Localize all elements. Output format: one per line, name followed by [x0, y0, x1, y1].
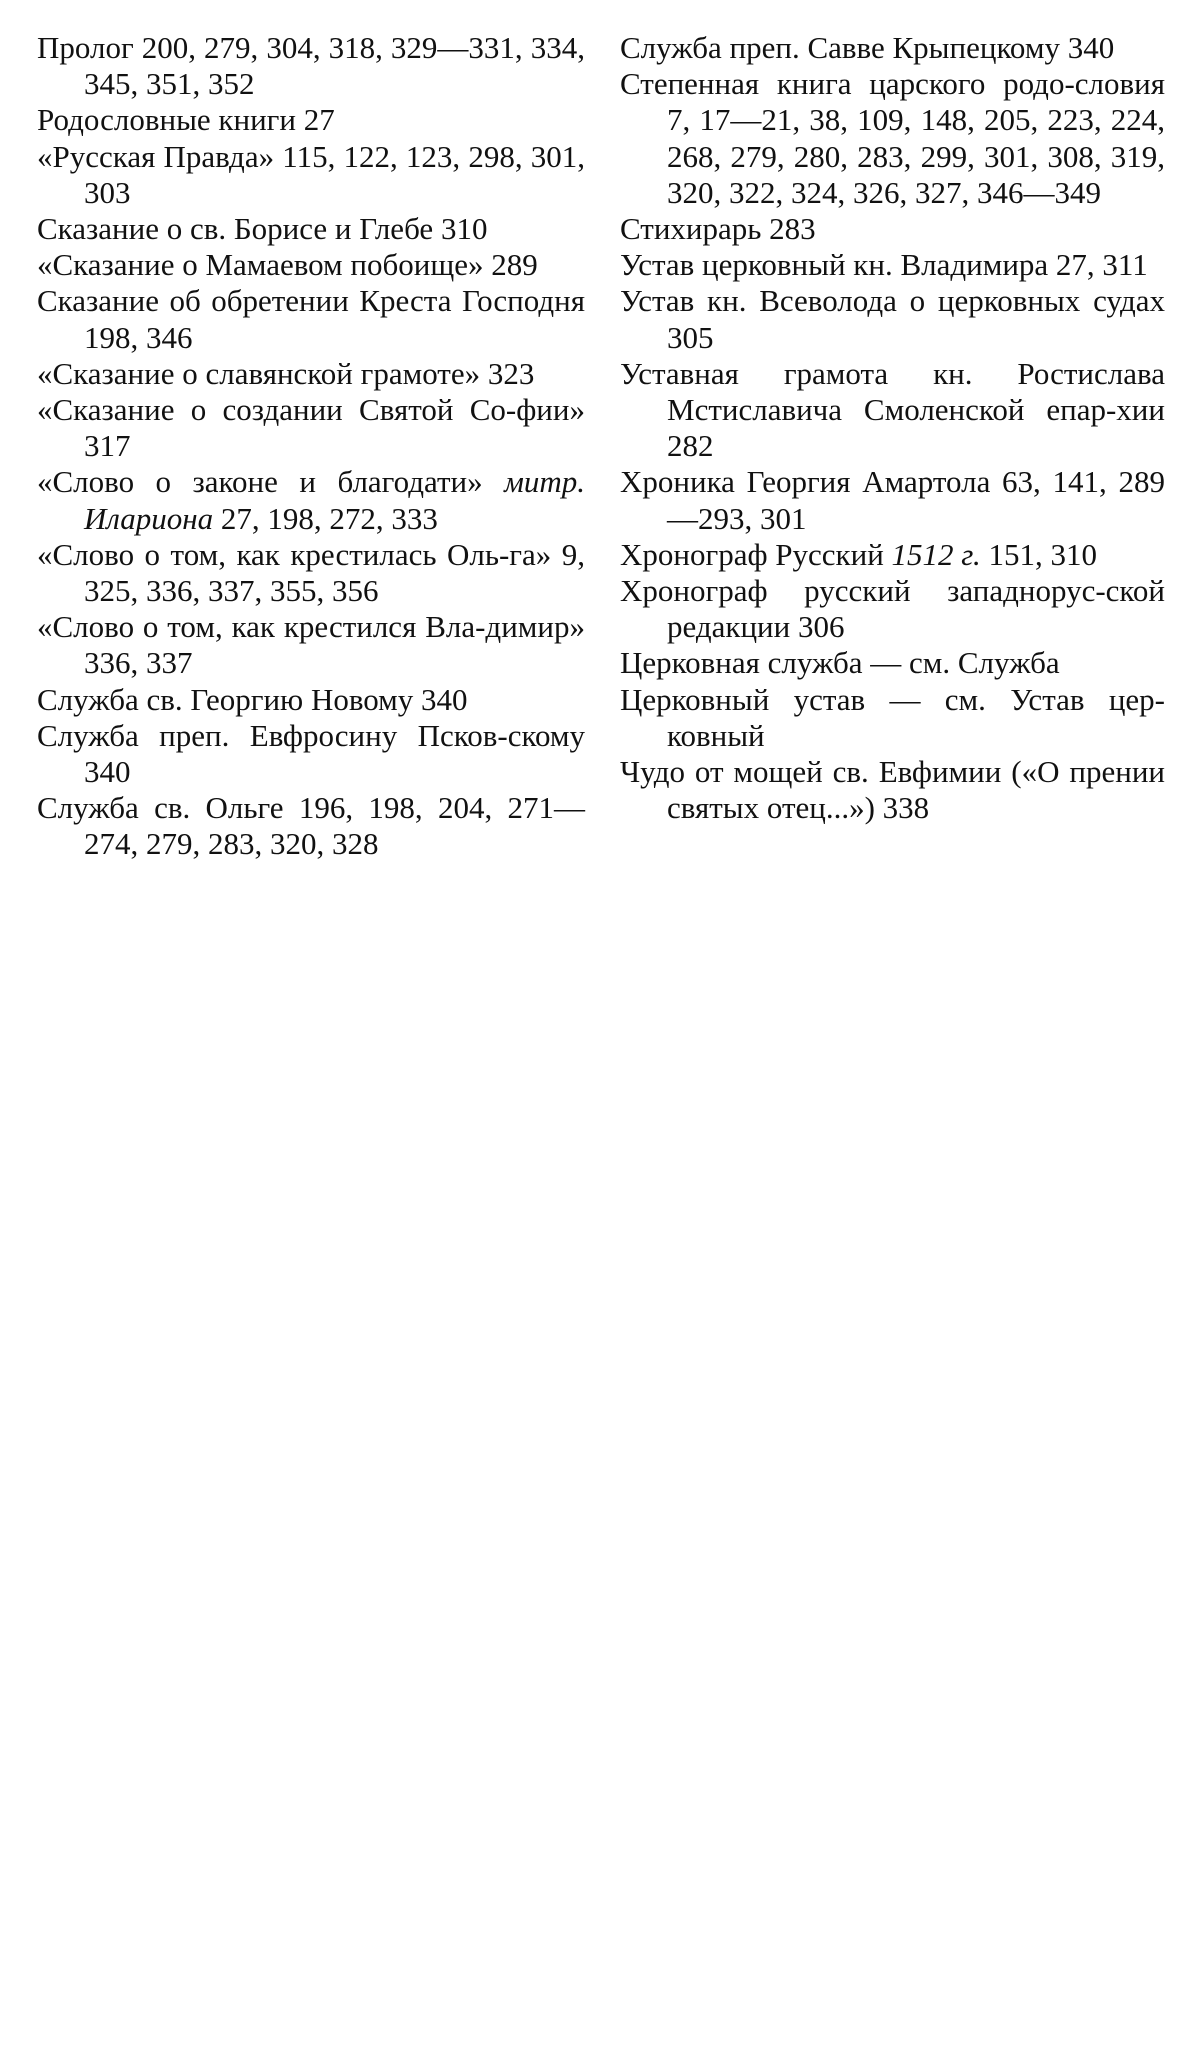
- index-entry: Служба преп. Савве Крыпецкому 340: [620, 30, 1115, 65]
- index-entry: Хронограф русский западнорус-ской редакции 306: [620, 573, 1165, 645]
- index-entry: [37, 464, 585, 536]
- index-entry: «Русская Правда» 115, 122, 123, 298, 301, 303: [37, 138, 585, 210]
- entry-title: Хронограф Русский: [620, 536, 892, 572]
- index-entry: Пролог 200, 279, 304, 318, 329—331, 334, 345, 351, 352: [37, 30, 585, 102]
- index-entry: Сказание об обретении Креста Господня 198, 346: [37, 283, 585, 355]
- index-entry: Сказание о св. Борисе и Глебе 310: [37, 211, 488, 247]
- index-entry: Устав кн. Всеволода о церковных судах 305: [620, 283, 1165, 355]
- index-entry: [620, 537, 1165, 573]
- index-entry: Уставная грамота кн. Ростислава Мстиславича Смоленской епар-хии 282: [620, 355, 1165, 464]
- index-entry: Родословные книги 27: [37, 102, 335, 138]
- index-entry: Церковный устав — см. Устав цер-ковный: [620, 681, 1165, 753]
- index-entry: Служба св. Ольге 196, 198, 204, 271—274, 279, 283, 320, 328: [37, 790, 585, 862]
- index-entry: Хроника Георгия Амартола 63, 141, 289—293, 301: [620, 464, 1165, 536]
- index-entry: «Слово о том, как крестился Вла-димир» 336, 337: [37, 609, 585, 681]
- index-entry: Чудо от мощей св. Евфимии («О прении святых отец...») 338: [620, 754, 1165, 826]
- index-entry: Стихирарь 283: [620, 211, 816, 247]
- index-entry: «Сказание о Мамаевом побоище» 289: [37, 247, 538, 283]
- entry-author-italic: митр. Илариона: [84, 464, 585, 536]
- index-entry: Устав церковный кн. Владимира 27, 311: [620, 247, 1148, 283]
- index-column-right: [620, 30, 1165, 826]
- index-entry: «Слово о том, как крестилась Оль-га» 9, 325, 336, 337, 355, 356: [37, 536, 585, 609]
- entry-pages: 27, 198, 272, 333: [213, 500, 438, 536]
- index-entry: «Сказание о создании Святой Со-фии» 317: [37, 392, 585, 464]
- index-entry: Церковная служба — см. Служба: [620, 645, 1060, 681]
- entry-year-italic: 1512 г.: [891, 536, 981, 572]
- index-entry: Степенная книга царского родо-словия 7, 17—21, 38, 109, 148, 205, 223, 224, 268, 279, 280, 283, 299, 301, 308, 319, 320, 322, 324, 326, 327, 346—349: [620, 66, 1165, 210]
- index-entry: Служба св. Георгию Новому 340: [37, 681, 468, 717]
- index-entry: Служба преп. Евфросину Псков-скому 340: [37, 717, 585, 790]
- entry-pages: 151, 310: [980, 536, 1097, 572]
- entry-title: «Слово о законе и благодати»: [37, 464, 505, 500]
- index-column-left: [37, 30, 585, 863]
- index-entry: «Сказание о славянской грамоте» 323: [37, 355, 535, 391]
